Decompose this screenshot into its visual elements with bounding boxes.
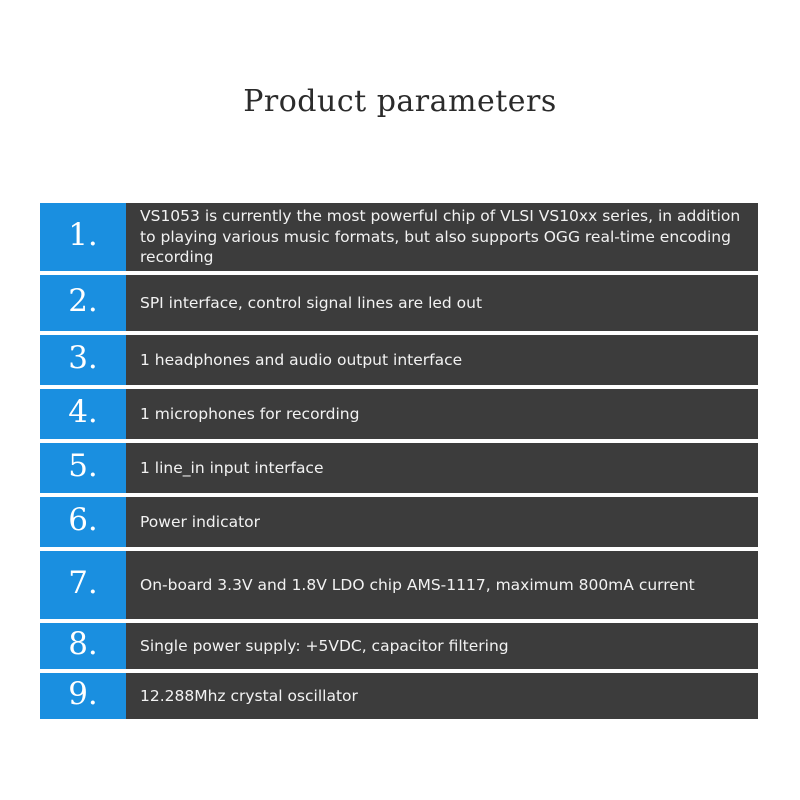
row-text: On-board 3.3V and 1.8V LDO chip AMS-1117, maximum 800mA current [140,575,695,594]
row-text: Power indicator [140,512,261,531]
page-title: Product parameters [243,84,557,119]
row-text: 1 microphones for recording [140,404,360,423]
row-number: 9. [40,673,126,719]
row-number: 8. [40,623,126,669]
table-row [40,389,758,439]
row-number: 7. [40,551,126,619]
row-text: 12.288Mhz crystal oscillator [140,686,358,705]
table-row [40,443,758,493]
row-text: 1 line_in input interface [140,458,324,477]
table-row [40,673,758,719]
row-number: 5. [40,443,126,493]
row-text: VS1053 is currently the most powerful chip of VLSI VS10xx series, in addition to playing various music formats, but also supports OGG real-time encoding recording [140,207,741,267]
table-row [40,275,758,331]
row-number: 4. [40,389,126,439]
row-number: 2. [40,275,126,331]
table-row [40,335,758,385]
row-text: SPI interface, control signal lines are led out [140,293,483,312]
row-number: 6. [40,497,126,547]
table-row [40,203,758,271]
table-row [40,551,758,619]
table-row [40,497,758,547]
row-number: 3. [40,335,126,385]
parameters-table [40,203,758,723]
row-text: Single power supply: +5VDC, capacitor filtering [140,636,509,655]
row-number: 1. [40,203,126,271]
table-row [40,623,758,669]
row-text: 1 headphones and audio output interface [140,350,463,369]
